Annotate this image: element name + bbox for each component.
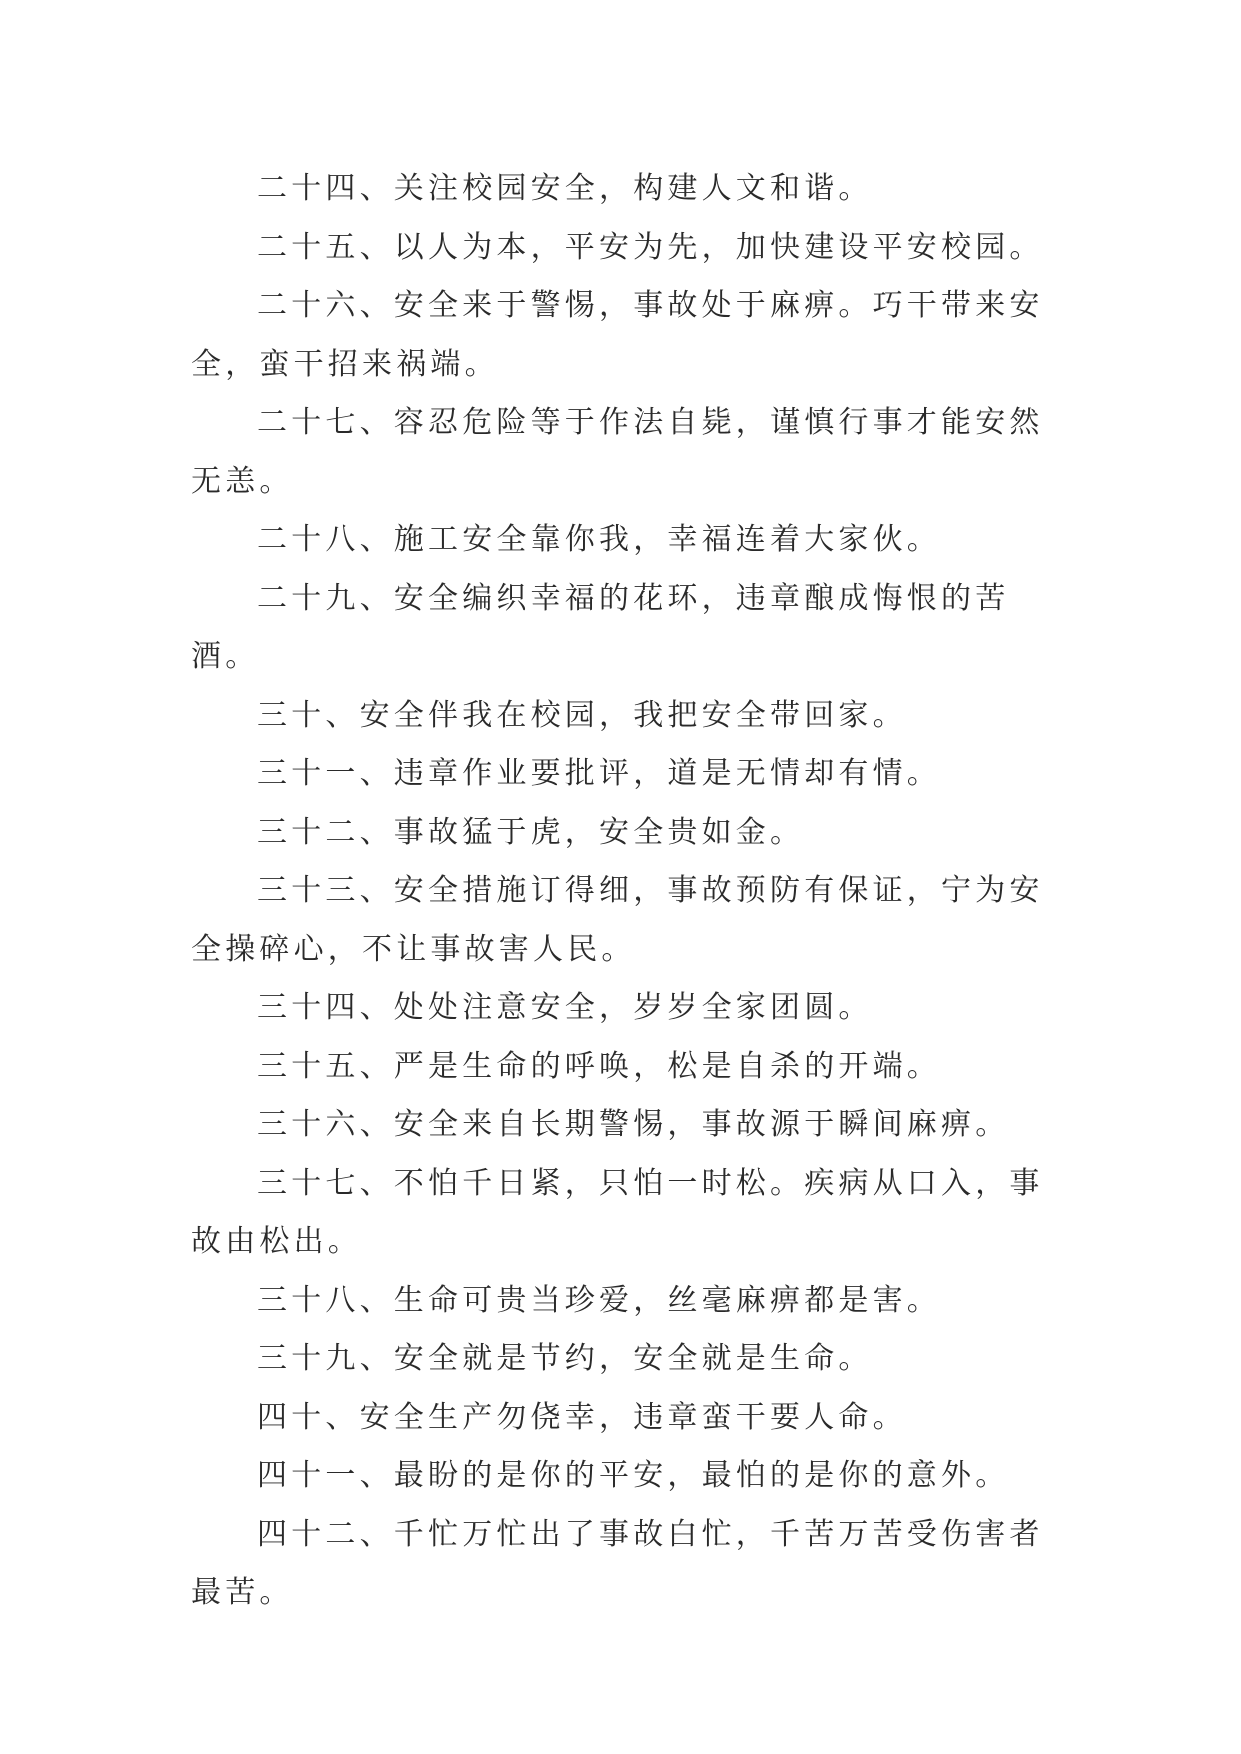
paragraph: 二十七、容忍危险等于作法自毙，谨慎行事才能安然无恙。 bbox=[191, 405, 1044, 499]
paragraph: 三十二、事故猛于虎，安全贵如金。 bbox=[257, 814, 805, 850]
paragraph: 二十六、安全来于警惕，事故处于麻痹。巧干带来安全，蛮干招来祸端。 bbox=[191, 288, 1044, 382]
paragraph: 四十二、千忙万忙出了事故白忙，千苦万苦受伤害者最苦。 bbox=[191, 1516, 1044, 1610]
paragraph: 四十一、最盼的是你的平安，最怕的是你的意外。 bbox=[257, 1458, 1010, 1493]
paragraph: 二十五、以人为本，平安为先，加快建设平安校园。 bbox=[257, 229, 1044, 265]
paragraph: 三十、安全伴我在校园，我把安全带回家。 bbox=[257, 697, 907, 733]
paragraph: 三十五、严是生命的呼唤，松是自杀的开端。 bbox=[257, 1048, 941, 1084]
paragraph: 三十三、安全措施订得细，事故预防有保证，宁为安全操碎心，不让事故害人民。 bbox=[191, 873, 1044, 967]
paragraph: 三十九、安全就是节约，安全就是生命。 bbox=[257, 1341, 873, 1376]
paragraph: 三十七、不怕千日紧，只怕一时松。疾病从口入，事故由松出。 bbox=[191, 1165, 1044, 1259]
paragraph: 二十四、关注校园安全，构建人文和谐。 bbox=[257, 171, 873, 206]
paragraph: 三十一、违章作业要批评，道是无情却有情。 bbox=[257, 756, 941, 791]
paragraph: 三十四、处处注意安全，岁岁全家团圆。 bbox=[257, 990, 873, 1025]
document-body bbox=[191, 160, 1051, 1623]
paragraph: 二十九、安全编织幸福的花环，违章酿成悔恨的苦酒。 bbox=[191, 580, 1010, 674]
paragraph: 四十、安全生产勿侥幸，违章蛮干要人命。 bbox=[257, 1399, 907, 1435]
paragraph: 二十八、施工安全靠你我，幸福连着大家伙。 bbox=[257, 522, 941, 557]
paragraph: 三十六、安全来自长期警惕，事故源于瞬间麻痹。 bbox=[257, 1107, 1010, 1142]
paragraph: 三十八、生命可贵当珍爱，丝毫麻痹都是害。 bbox=[257, 1282, 941, 1318]
